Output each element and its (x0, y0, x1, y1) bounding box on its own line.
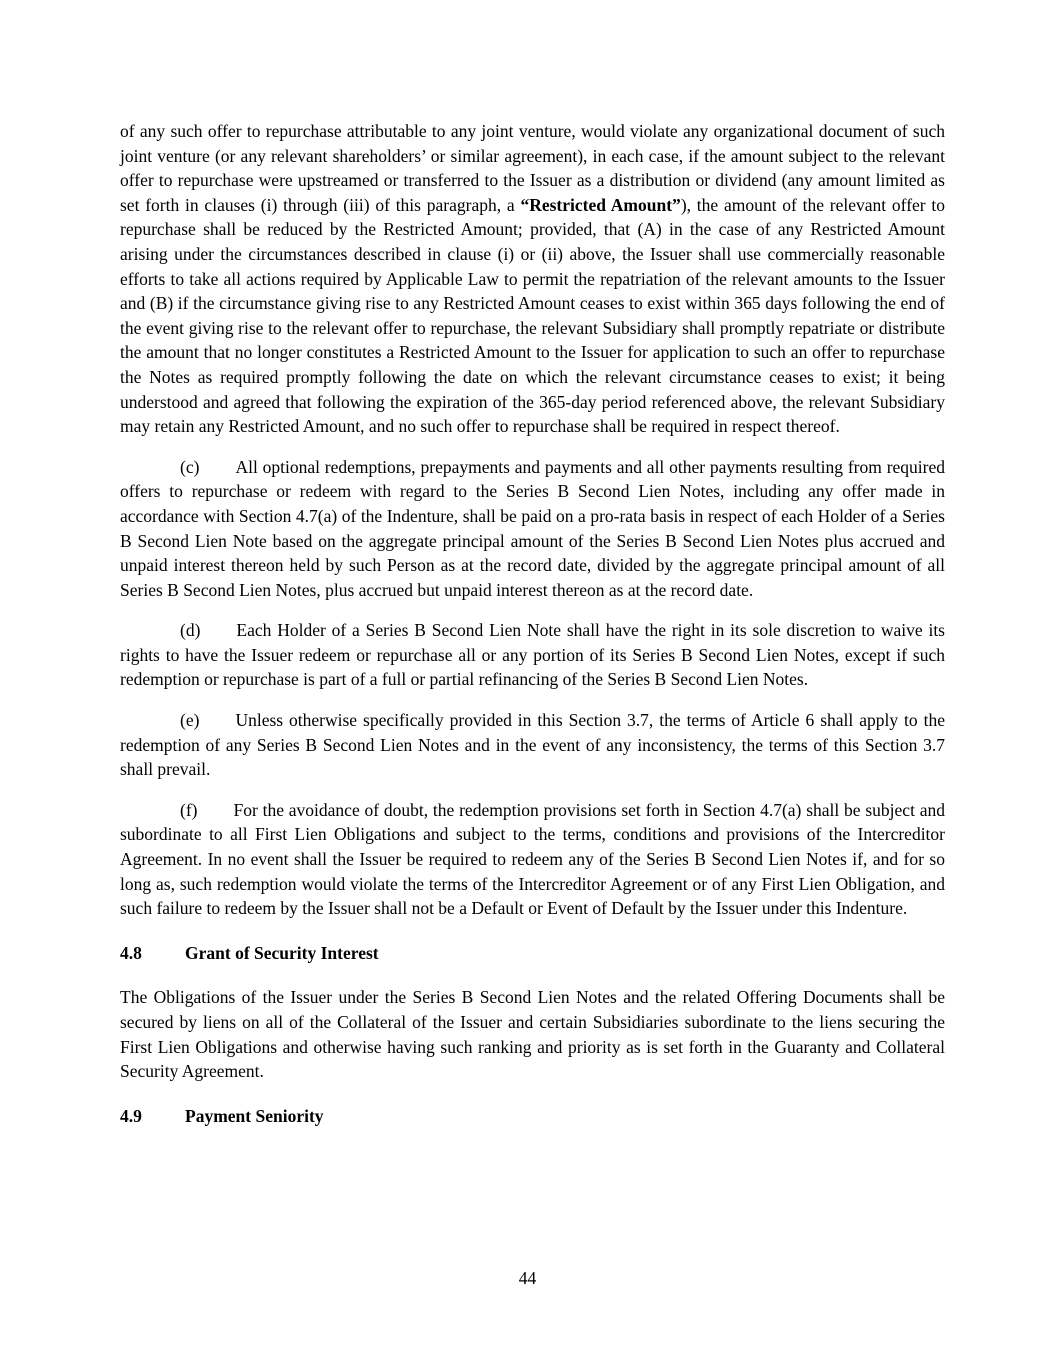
clause-f (120, 798, 945, 921)
section-heading-4-8 (120, 941, 945, 966)
clause-d-label: (d) (180, 620, 201, 641)
clause-c-label: (c) (180, 456, 200, 477)
section-number-4-8: 4.8 (120, 942, 142, 963)
clause-d (120, 618, 945, 692)
clause-f-text: For the avoidance of doubt, the redemption provisions set forth in Section 4.7(a) shall be subject and subordinate to all First Lien Obligations and subject to the terms, conditions and provisions of the Intercreditor Agreement. In no event shall the Issuer be required to redeem any of the Series B Second Lien Notes if, and for so long as, such redemption would violate the terms of the Intercreditor Agreement or of any First Lien Obligation, and such failure to redeem by the Issuer shall not be a Default or Event of Default by the Issuer under this Indenture. (120, 799, 945, 919)
section-number-4-9: 4.9 (120, 1105, 142, 1126)
clause-c (120, 455, 945, 603)
paragraph-continuation-text-pre: of any such offer to repurchase attributable to any joint venture, would violate any organizational document of such joint venture (or any relevant shareholders’ or similar agreement), in each case, if the amount subject to the relevant offer to repurchase were upstreamed or transferred to the Issuer as a distribution or dividend (any amount limited as set forth in clauses (i) through (iii) of this paragraph, a (120, 121, 945, 215)
clause-e-text: Unless otherwise specifically provided in this Section 3.7, the terms of Article 6 shall apply to the redemption of any Series B Second Lien Notes and in the event of any inconsistency, the terms of this Section 3.7 shall prevail. (120, 710, 945, 780)
clause-d-text: Each Holder of a Series B Second Lien Note shall have the right in its sole discretion to waive its rights to have the Issuer redeem or repurchase all or any portion of its Series B Second Lien Notes, except if such redemption or repurchase is part of a full or partial refinancing of the Series B Second Lien Notes. (120, 620, 945, 690)
section-title-4-9: Payment Seniority (185, 1105, 324, 1126)
section-heading-4-9 (120, 1104, 945, 1129)
defined-term-restricted-amount: “Restricted Amount” (520, 194, 681, 215)
page-number: 44 (518, 1268, 537, 1288)
paragraph-continuation (120, 119, 945, 439)
clause-f-label: (f) (180, 799, 198, 820)
clause-c-text: All optional redemptions, prepayments and payments and all other payments resulting from required offers to repurchase or redeem with regard to the Series B Second Lien Notes, including any offer made in accordance with Section 4.7(a) of the Indenture, shall be paid on a pro-rata basis in respect of each Holder of a Series B Second Lien Note based on the aggregate principal amount of the Series B Second Lien Notes plus accrued and unpaid interest thereon held by such Person as at the record date, divided by the aggregate principal amount of all Series B Second Lien Notes, plus accrued but unpaid interest thereon as at the record date. (120, 456, 945, 600)
clause-e-label: (e) (180, 710, 200, 731)
clause-e (120, 708, 945, 782)
section-title-4-8: Grant of Security Interest (185, 942, 379, 963)
section-4-8-body: The Obligations of the Issuer under the Series B Second Lien Notes and the related Offering Documents shall be secured by liens on all of the Collateral of the Issuer and certain Subsidiaries subordinate to the liens securing the First Lien Obligations and otherwise having such ranking and priority as is set forth in the Guaranty and Collateral Security Agreement. (120, 987, 945, 1082)
paragraph-continuation-text-post: ), the amount of the relevant offer to repurchase shall be reduced by the Restricted Amount; provided, that (A) in the case of any Restricted Amount arising under the circumstances described in clause (i) or (ii) above, the Issuer shall use commercially reasonable efforts to take all actions required by Applicable Law to permit the repatriation of the relevant amounts to the Issuer and (B) if the circumstance giving rise to any Restricted Amount ceases to exist within 365 days following the end of the event giving rise to the relevant offer to repurchase, the relevant Subsidiary shall promptly repatriate or distribute the amount that no longer constitutes a Restricted Amount to the Issuer for application to such an offer to repurchase the Notes as required promptly following the date on which the relevant circumstance ceases to exist; it being understood and agreed that following the expiration of the 365-day period referenced above, the relevant Subsidiary may retain any Restricted Amount, and no such offer to repurchase shall be required in respect thereof. (120, 194, 946, 437)
